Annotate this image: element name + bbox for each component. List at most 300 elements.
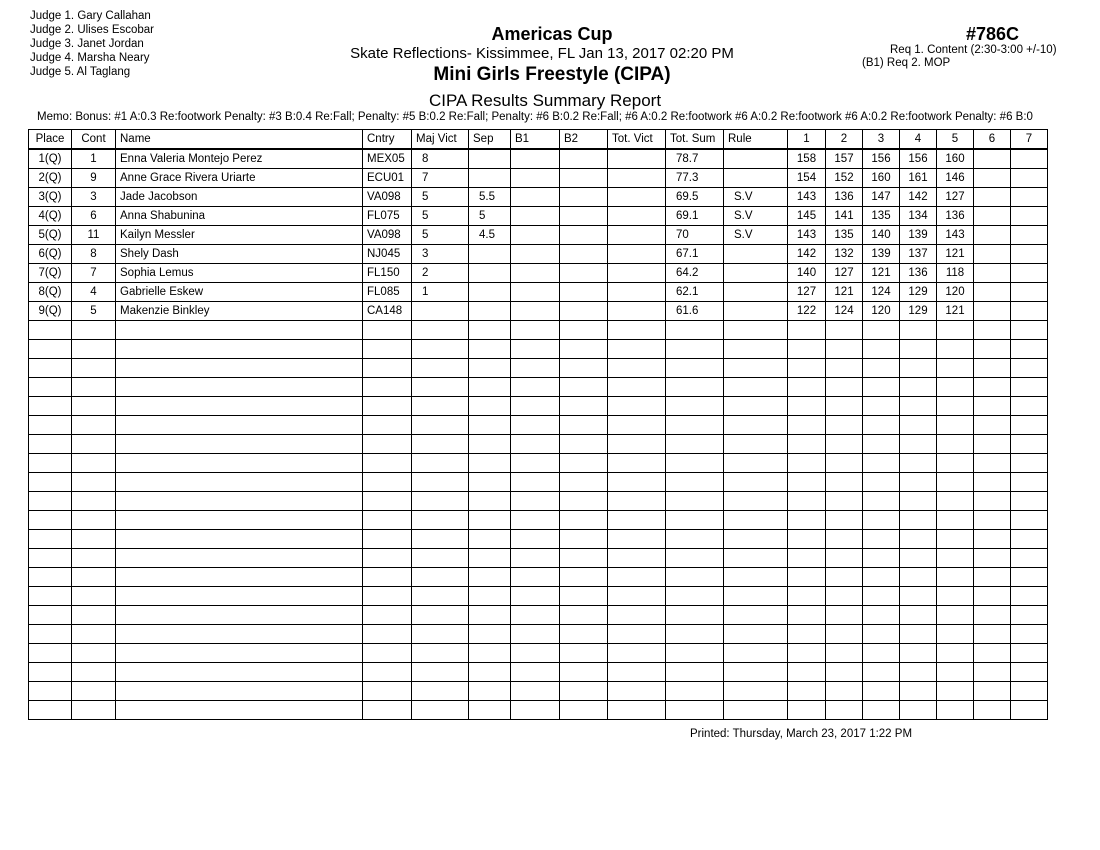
empty-table-row [29,340,1048,359]
empty-cell [666,625,724,644]
empty-cell [826,682,863,701]
empty-cell [29,663,72,682]
empty-cell [666,359,724,378]
empty-cell [608,416,666,435]
cell-j2: 136 [826,188,863,207]
empty-cell [974,340,1011,359]
cell-j4: 129 [900,302,937,321]
cell-maj-vict: 5 [412,226,469,245]
col-judge-5: 5 [937,130,974,150]
cell-b2 [560,264,608,283]
empty-cell [608,606,666,625]
empty-cell [29,454,72,473]
empty-cell [788,549,826,568]
empty-cell [29,587,72,606]
empty-cell [900,682,937,701]
empty-cell [72,397,116,416]
empty-table-row [29,682,1048,701]
col-judge-3: 3 [863,130,900,150]
cell-b2 [560,149,608,169]
empty-cell [937,473,974,492]
empty-cell [900,359,937,378]
judge-1: Judge 1. Gary Callahan [30,10,151,22]
empty-cell [608,473,666,492]
empty-cell [560,701,608,720]
empty-cell [560,454,608,473]
empty-cell [469,625,511,644]
empty-cell [974,701,1011,720]
empty-cell [937,378,974,397]
empty-cell [937,397,974,416]
empty-table-row [29,416,1048,435]
empty-cell [937,492,974,511]
empty-cell [608,435,666,454]
col-sep: Sep [469,130,511,150]
empty-cell [469,454,511,473]
empty-cell [363,663,412,682]
empty-cell [974,435,1011,454]
cell-j7 [1011,188,1048,207]
empty-cell [1011,625,1048,644]
empty-cell [363,340,412,359]
empty-cell [724,549,788,568]
cell-j6 [974,302,1011,321]
cell-rule: S.V [724,188,788,207]
empty-cell [511,340,560,359]
empty-cell [724,587,788,606]
empty-cell [363,644,412,663]
empty-cell [29,359,72,378]
empty-cell [863,511,900,530]
empty-cell [608,530,666,549]
empty-cell [116,701,363,720]
empty-cell [900,454,937,473]
empty-cell [511,625,560,644]
empty-cell [560,682,608,701]
cell-name: Jade Jacobson [116,188,363,207]
empty-table-row [29,568,1048,587]
empty-cell [72,359,116,378]
cell-name: Anna Shabunina [116,207,363,226]
competition-title: Americas Cup [491,24,613,44]
empty-cell [363,530,412,549]
cell-cont: 1 [72,149,116,169]
cell-place: 1(Q) [29,149,72,169]
empty-cell [788,397,826,416]
judge-5: Judge 5. Al Taglang [30,66,131,78]
cell-rule: S.V [724,226,788,245]
empty-cell [608,492,666,511]
empty-cell [363,682,412,701]
empty-cell [608,378,666,397]
empty-cell [469,511,511,530]
cell-j7 [1011,283,1048,302]
empty-cell [1011,511,1048,530]
empty-cell [937,340,974,359]
cell-j2: 152 [826,169,863,188]
empty-cell [937,701,974,720]
cell-maj-vict: 2 [412,264,469,283]
empty-cell [412,359,469,378]
empty-cell [511,587,560,606]
empty-cell [1011,473,1048,492]
empty-cell [900,549,937,568]
empty-cell [788,587,826,606]
empty-cell [72,492,116,511]
empty-cell [560,492,608,511]
empty-table-row [29,549,1048,568]
empty-cell [826,435,863,454]
cell-b2 [560,226,608,245]
cell-cont: 11 [72,226,116,245]
empty-cell [937,682,974,701]
empty-cell [788,340,826,359]
cell-cntry: FL085 [363,283,412,302]
empty-cell [666,587,724,606]
cell-tot-sum: 67.1 [666,245,724,264]
empty-table-row [29,378,1048,397]
cell-cntry: CA148 [363,302,412,321]
empty-cell [937,511,974,530]
empty-cell [900,435,937,454]
empty-cell [116,378,363,397]
cell-rule [724,149,788,169]
cell-sep [469,245,511,264]
empty-cell [900,568,937,587]
empty-cell [788,416,826,435]
cell-name: Sophia Lemus [116,264,363,283]
results-table [28,129,1048,720]
empty-cell [29,435,72,454]
empty-cell [826,321,863,340]
col-cont: Cont [72,130,116,150]
empty-table-row [29,587,1048,606]
empty-cell [72,587,116,606]
cell-b1 [511,188,560,207]
empty-table-row [29,397,1048,416]
empty-cell [724,473,788,492]
empty-cell [788,492,826,511]
empty-cell [608,587,666,606]
empty-cell [863,492,900,511]
empty-cell [608,549,666,568]
empty-cell [608,568,666,587]
empty-cell [1011,492,1048,511]
cell-j6 [974,188,1011,207]
empty-cell [788,701,826,720]
empty-cell [29,340,72,359]
empty-cell [511,663,560,682]
cell-cntry: ECU01 [363,169,412,188]
empty-cell [469,606,511,625]
cell-b1 [511,169,560,188]
empty-cell [863,606,900,625]
col-name: Name [116,130,363,150]
cell-sep [469,169,511,188]
cell-b2 [560,283,608,302]
empty-cell [412,606,469,625]
empty-cell [363,454,412,473]
cell-tot-vict [608,169,666,188]
empty-cell [412,473,469,492]
cell-tot-vict [608,188,666,207]
cell-j3: 121 [863,264,900,283]
empty-cell [363,568,412,587]
cell-tot-vict [608,149,666,169]
empty-cell [363,701,412,720]
empty-cell [863,549,900,568]
empty-cell [788,644,826,663]
empty-cell [826,416,863,435]
empty-cell [412,492,469,511]
empty-cell [724,321,788,340]
empty-cell [363,473,412,492]
cell-tot-vict [608,302,666,321]
col-judge-2: 2 [826,130,863,150]
empty-cell [974,321,1011,340]
empty-cell [724,492,788,511]
empty-cell [72,378,116,397]
empty-cell [412,549,469,568]
empty-cell [666,606,724,625]
empty-cell [863,416,900,435]
empty-cell [469,644,511,663]
empty-cell [560,663,608,682]
empty-cell [412,378,469,397]
cell-maj-vict: 7 [412,169,469,188]
empty-cell [863,359,900,378]
empty-cell [363,587,412,606]
empty-cell [469,492,511,511]
empty-cell [937,644,974,663]
cell-b2 [560,207,608,226]
cell-name: Enna Valeria Montejo Perez [116,149,363,169]
cell-j6 [974,169,1011,188]
empty-cell [788,606,826,625]
cell-sep: 5 [469,207,511,226]
empty-cell [72,435,116,454]
empty-cell [826,644,863,663]
empty-cell [937,625,974,644]
empty-cell [1011,663,1048,682]
empty-cell [937,530,974,549]
empty-cell [116,568,363,587]
cell-name: Makenzie Binkley [116,302,363,321]
empty-cell [863,587,900,606]
cell-cntry: MEX05 [363,149,412,169]
requirement-1: Req 1. Content (2:30-3:00 +/-10) [890,44,1057,56]
empty-cell [363,359,412,378]
cell-j1: 127 [788,283,826,302]
cell-j4: 156 [900,149,937,169]
cell-b2 [560,188,608,207]
cell-j1: 158 [788,149,826,169]
empty-cell [666,663,724,682]
cell-j5: 143 [937,226,974,245]
empty-cell [116,473,363,492]
empty-cell [412,397,469,416]
empty-cell [826,340,863,359]
empty-cell [511,378,560,397]
col-judge-4: 4 [900,130,937,150]
empty-cell [666,416,724,435]
cell-tot-sum: 70 [666,226,724,245]
table-row [29,188,1048,207]
cell-b2 [560,302,608,321]
empty-cell [666,682,724,701]
cell-sep [469,283,511,302]
empty-cell [412,587,469,606]
judge-3: Judge 3. Janet Jordan [30,38,144,50]
cell-j2: 124 [826,302,863,321]
empty-cell [412,340,469,359]
cell-j5: 160 [937,149,974,169]
col-maj-vict: Maj Vict [412,130,469,150]
cell-sep: 4.5 [469,226,511,245]
empty-cell [724,359,788,378]
empty-cell [29,511,72,530]
empty-cell [826,663,863,682]
empty-cell [666,435,724,454]
empty-cell [560,378,608,397]
empty-cell [666,701,724,720]
cell-place: 7(Q) [29,264,72,283]
empty-cell [511,473,560,492]
empty-cell [469,568,511,587]
empty-cell [1011,644,1048,663]
empty-cell [412,644,469,663]
cell-sep [469,264,511,283]
empty-cell [788,435,826,454]
table-row [29,207,1048,226]
empty-cell [724,435,788,454]
empty-cell [608,340,666,359]
empty-cell [412,530,469,549]
empty-cell [937,549,974,568]
empty-cell [666,454,724,473]
empty-cell [863,625,900,644]
empty-cell [900,416,937,435]
empty-cell [608,644,666,663]
empty-cell [116,587,363,606]
empty-cell [363,511,412,530]
cell-j3: 120 [863,302,900,321]
cell-j7 [1011,302,1048,321]
cell-rule [724,283,788,302]
col-b1: B1 [511,130,560,150]
empty-cell [72,644,116,663]
empty-cell [1011,568,1048,587]
empty-cell [608,625,666,644]
empty-table-row [29,511,1048,530]
empty-cell [608,454,666,473]
cell-maj-vict: 3 [412,245,469,264]
empty-cell [724,511,788,530]
cell-tot-sum: 69.1 [666,207,724,226]
cell-j2: 135 [826,226,863,245]
empty-cell [724,530,788,549]
empty-cell [900,587,937,606]
empty-cell [900,397,937,416]
empty-cell [666,568,724,587]
col-tot-vict: Tot. Vict [608,130,666,150]
cell-place: 2(Q) [29,169,72,188]
empty-cell [116,625,363,644]
cell-j5: 127 [937,188,974,207]
cell-maj-vict [412,302,469,321]
cell-place: 3(Q) [29,188,72,207]
empty-cell [363,397,412,416]
empty-cell [29,606,72,625]
empty-cell [560,625,608,644]
cell-cont: 9 [72,169,116,188]
empty-cell [974,473,1011,492]
empty-cell [974,511,1011,530]
empty-cell [72,568,116,587]
empty-cell [1011,321,1048,340]
cell-j6 [974,207,1011,226]
empty-cell [412,701,469,720]
empty-cell [724,625,788,644]
empty-cell [900,378,937,397]
empty-cell [560,530,608,549]
empty-cell [863,644,900,663]
cell-tot-sum: 78.7 [666,149,724,169]
cell-j7 [1011,207,1048,226]
cell-j7 [1011,245,1048,264]
empty-cell [72,321,116,340]
empty-cell [826,397,863,416]
empty-cell [974,530,1011,549]
empty-cell [937,587,974,606]
empty-cell [116,644,363,663]
empty-table-row [29,606,1048,625]
empty-table-row [29,625,1048,644]
empty-cell [937,454,974,473]
cell-rule: S.V [724,207,788,226]
report-title: CIPA Results Summary Report [428,91,662,110]
cell-tot-vict [608,283,666,302]
empty-cell [511,416,560,435]
cell-j4: 137 [900,245,937,264]
empty-cell [974,606,1011,625]
cell-j5: 136 [937,207,974,226]
col-cntry: Cntry [363,130,412,150]
empty-cell [974,663,1011,682]
col-tot-sum: Tot. Sum [666,130,724,150]
empty-table-row [29,530,1048,549]
empty-cell [412,416,469,435]
empty-cell [116,663,363,682]
empty-cell [900,511,937,530]
cell-j2: 157 [826,149,863,169]
cell-tot-sum: 69.5 [666,188,724,207]
empty-cell [29,473,72,492]
empty-cell [666,340,724,359]
cell-j1: 154 [788,169,826,188]
empty-cell [116,435,363,454]
cell-j7 [1011,264,1048,283]
empty-cell [863,473,900,492]
empty-cell [469,321,511,340]
empty-cell [900,644,937,663]
cell-maj-vict: 5 [412,207,469,226]
empty-cell [560,606,608,625]
empty-cell [363,625,412,644]
empty-table-row [29,492,1048,511]
col-place: Place [29,130,72,150]
empty-cell [724,682,788,701]
